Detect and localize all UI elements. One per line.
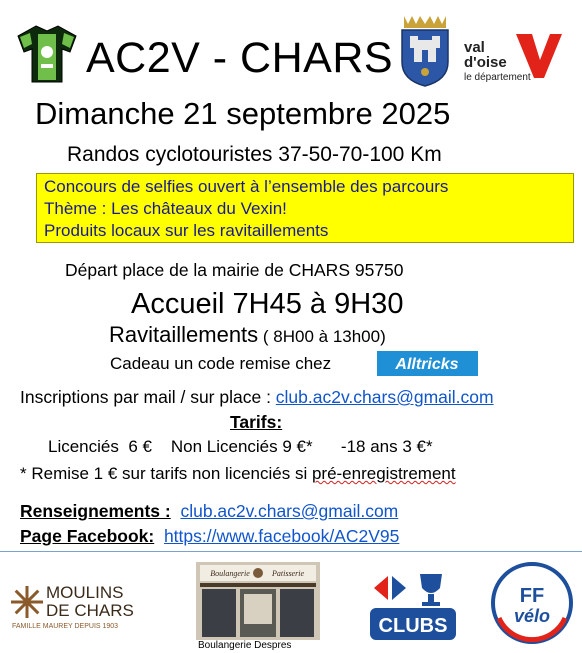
highlight-line: Produits locaux sur les ravitaillements <box>44 221 329 240</box>
carrefour-clubs-logo <box>368 570 458 642</box>
remise-text <box>20 462 456 486</box>
page-title: AC2V - CHARS <box>86 34 394 82</box>
clubs-label: CLUBS <box>378 615 448 637</box>
renseignements-row <box>20 499 398 523</box>
ravit-label: Ravitaillements <box>109 322 259 347</box>
cycling-jersey-icon <box>14 22 80 84</box>
event-randos: Randos cyclotouristes 37-50-70-100 Km <box>67 143 442 166</box>
remise-word: pré-enregistrement <box>311 464 456 483</box>
town-crest-icon <box>398 14 452 88</box>
tarifs-title: Tarifs: <box>230 412 283 432</box>
renseignements-label: Renseignements : <box>20 501 171 521</box>
facebook-link[interactable]: https://www.facebook/AC2V95 <box>163 526 400 546</box>
windmill-icon <box>11 586 43 618</box>
val-doise-logo <box>462 30 564 84</box>
highlight-box <box>36 173 574 243</box>
boulangerie-storefront-image <box>196 562 320 640</box>
cadeau-text: Cadeau un code remise chez <box>110 354 332 373</box>
renseignements-email-link[interactable]: club.ac2v.chars@gmail.com <box>180 501 399 521</box>
valdoise-line3: le département <box>464 72 531 83</box>
divider <box>0 551 582 552</box>
inscriptions-text <box>20 385 494 409</box>
boulangerie-caption: Boulangerie Despres <box>198 640 292 651</box>
inscriptions-label: Inscriptions par mail / sur place : <box>20 387 276 407</box>
depart-text: Départ place de la mairie de CHARS 95750 <box>65 260 404 280</box>
ffvelo-line1: FF <box>519 585 545 607</box>
tarifs-line: Licenciés 6 € Non Licenciés 9 €* -18 ans 3 €* <box>48 437 433 456</box>
moulins-de-chars-logo <box>10 582 155 630</box>
ravitaillements-text <box>109 320 386 352</box>
remise-prefix: * Remise 1 € sur tarifs non licenciés si <box>20 464 312 483</box>
alltricks-logo[interactable] <box>377 351 478 376</box>
ff-velo-logo <box>491 562 573 644</box>
ffvelo-line2: vélo <box>513 606 551 626</box>
highlight-line: Concours de selfies ouvert à l’ensemble des parcours <box>44 177 449 196</box>
event-date: Dimanche 21 septembre 2025 <box>35 96 451 131</box>
facebook-row <box>20 524 399 548</box>
inscriptions-email-link[interactable]: club.ac2v.chars@gmail.com <box>275 387 494 407</box>
shop-sign-right: Patisserie <box>272 569 304 578</box>
shop-sign-left: Boulangerie <box>210 569 250 578</box>
highlight-line: Thème : Les châteaux du Vexin! <box>44 199 287 218</box>
valdoise-line2: d'oise <box>464 54 507 71</box>
accueil-text: Accueil 7H45 à 9H30 <box>131 288 404 320</box>
alltricks-label: Alltricks <box>395 356 459 373</box>
ravit-hours: ( 8H00 à 13h00) <box>258 327 386 346</box>
valdoise-line1: val <box>464 39 485 56</box>
moulins-line2: DE CHARS <box>46 601 134 620</box>
facebook-label: Page Facebook: <box>20 526 155 546</box>
moulins-line1: MOULINS <box>46 583 124 602</box>
moulins-line3: FAMILLE MAUREY DEPUIS 1903 <box>12 623 119 630</box>
